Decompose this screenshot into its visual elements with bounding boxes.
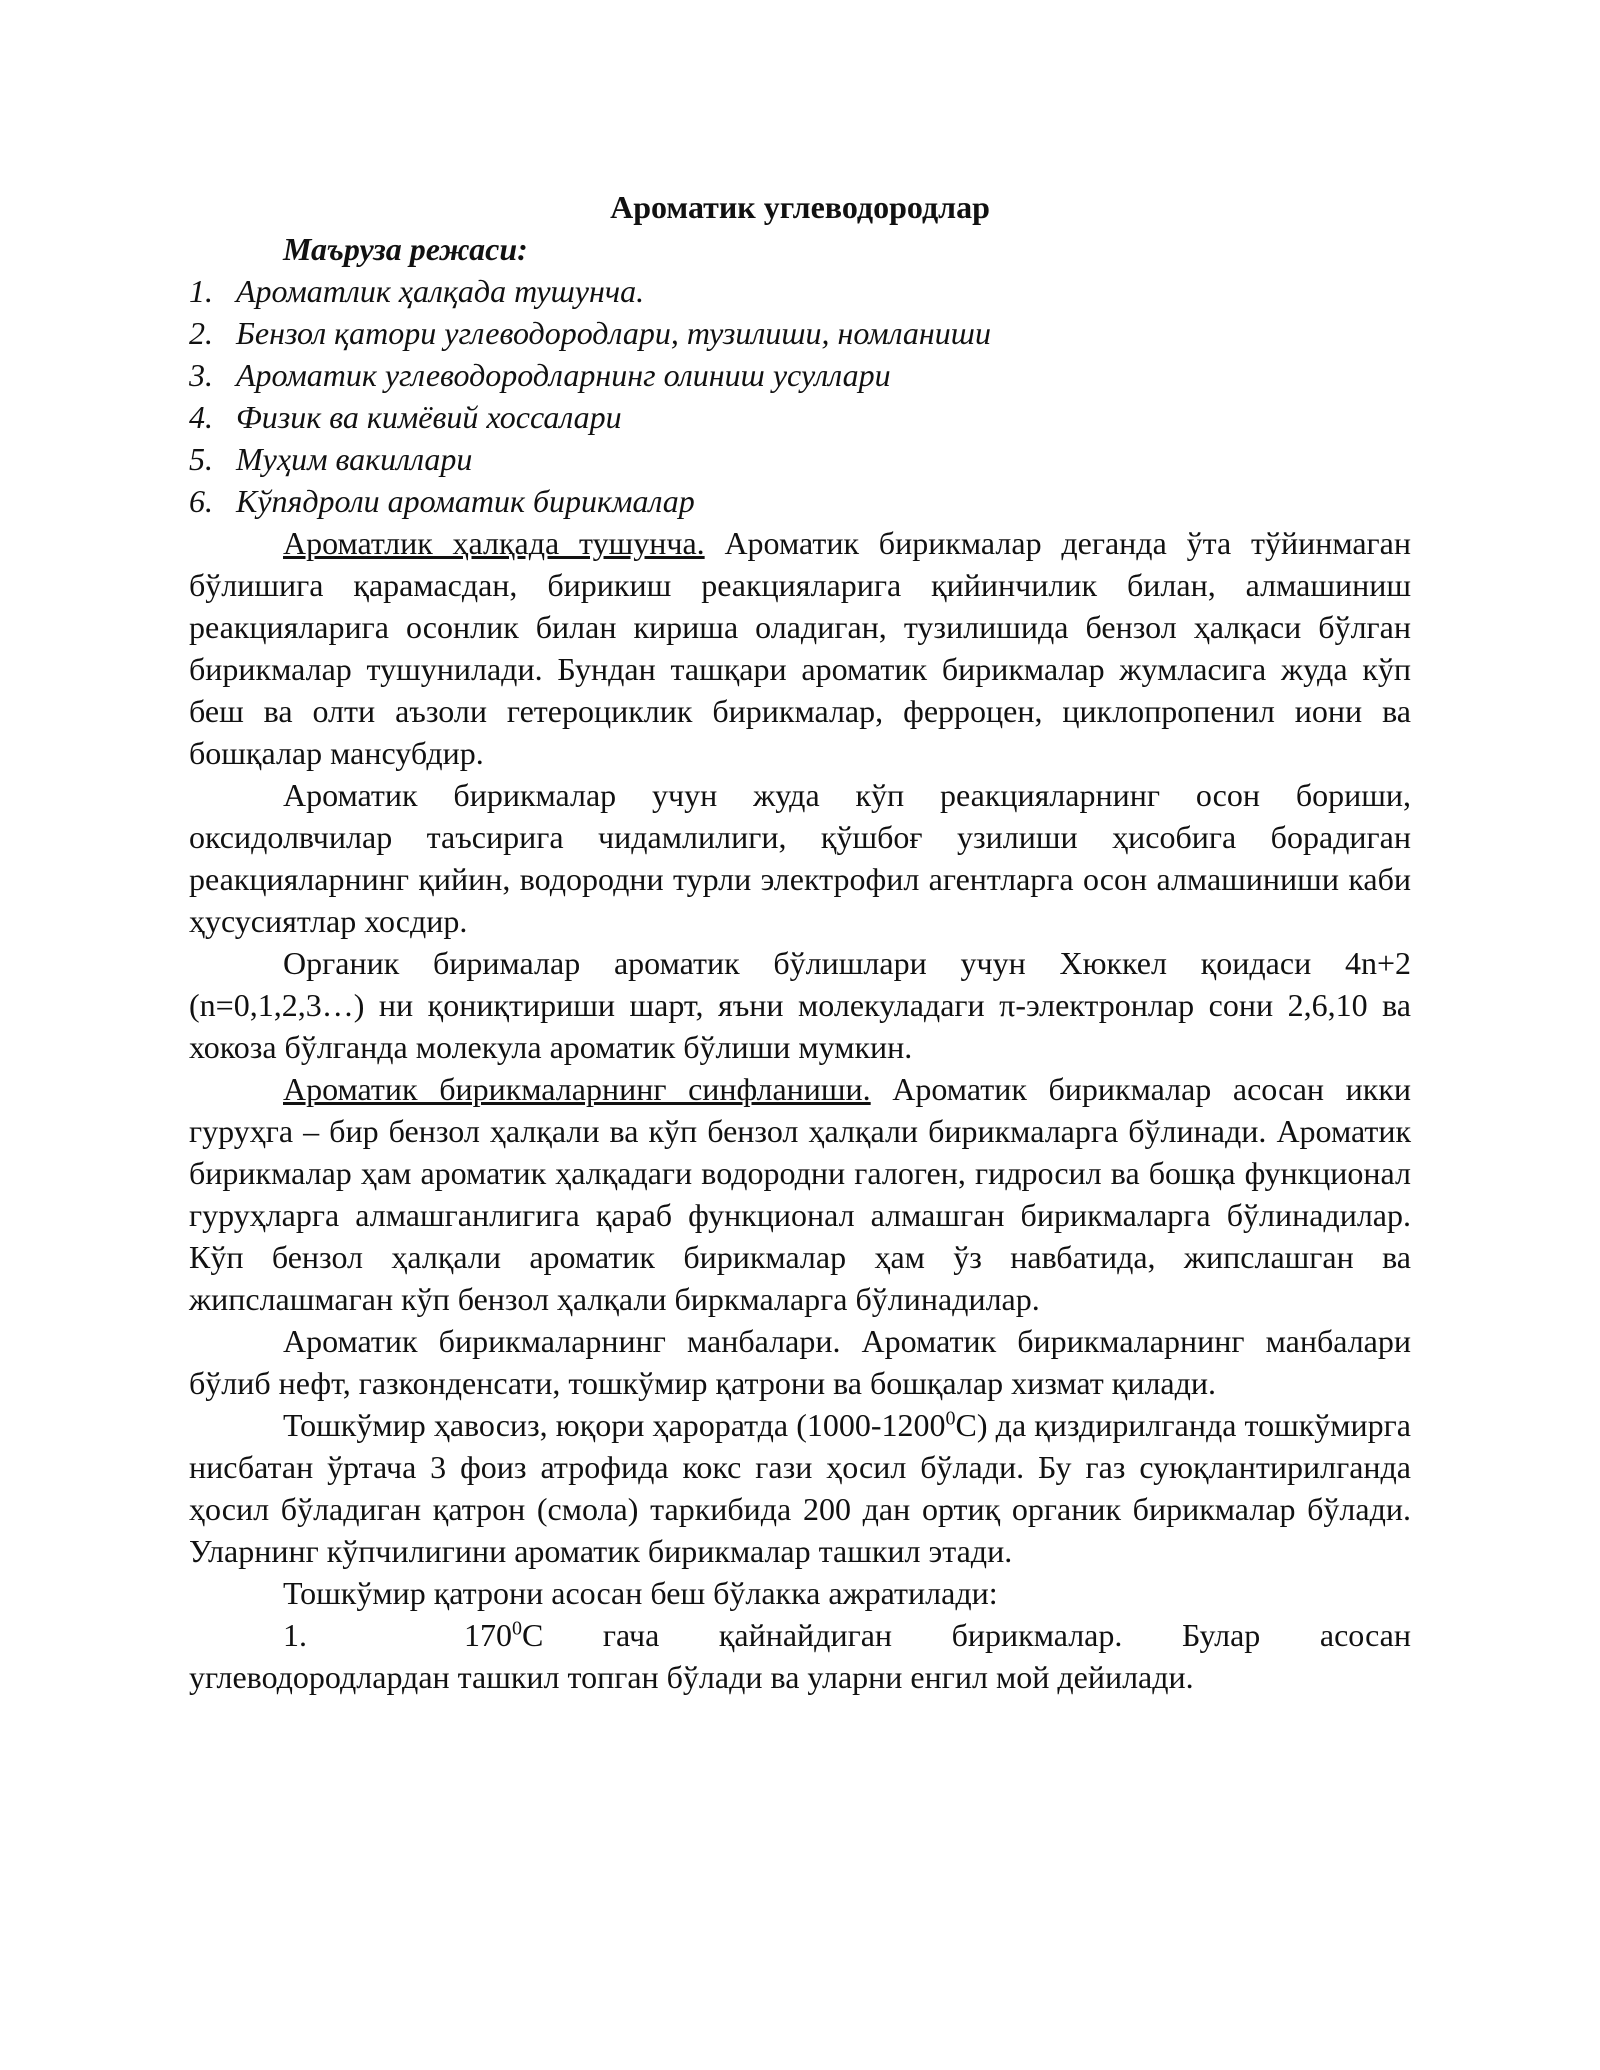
paragraph-fraction-1: 1. $170^0С$ гача қайнайдиган бирикмалар. Булар асосан углеводородлардан ташкил топган бўлади ва уларни енгил мой дейилади.: [189, 1617, 1411, 1695]
list-item: 5. Муҳим вакиллари: [189, 441, 473, 477]
paragraph-sources: Ароматик бирикмаларнинг манбалари. Ароматик бирикмаларнинг манбалари бўлиб нефт, газконденсати, тошкўмир қатрони ва бошқалар хизмат қилади.: [189, 1323, 1411, 1401]
list-item: 4. Физик ва кимёвий хоссалари: [189, 399, 622, 435]
list-item: 1. Ароматлик ҳалқада тушунча.: [189, 273, 645, 309]
section-heading-classification: Ароматик бирикмаларнинг синфланиши.: [283, 1071, 871, 1107]
paragraph-classification: Ароматик бирикмаларнинг синфланиши. Ароматик бирикмалар асосан икки гуруҳга – бир бензол ҳалқали ва кўп бензол ҳалқали бирикмаларга бўлинади. Ароматик бирикмалар ҳам ароматик ҳалқадаги водородни галоген, гидросил ва бошқа функционал гуруҳларга алмашганлигига қараб функционал алмашган бирикмаларга бўлинадилар. Кўп бензол ҳалқали ароматик бирикмалар ҳам ўз навбатида, жипслашган ва жипслашмаган кўп бензол ҳалқали биркмаларга бўлинадилар.: [189, 1071, 1411, 1317]
paragraph-huckel-rule: Органик бирималар ароматик бўлишлари учун Хюккел қоидаси 4n+2 (n=0,1,2,3…) ни қониқтириши шарт, яъни молекуладаги π-электронлар сони 2,6,10 ва хокоза бўлганда молекула ароматик бўлиши мумкин.: [189, 945, 1411, 1065]
list-item: 2. Бензол қатори углеводородлари, тузилиши, номланиши: [189, 315, 991, 351]
paragraph-properties: Ароматик бирикмалар учун жуда кўп реакцияларнинг осон бориши, оксидолвчилар таъсирига чидамлилиги, қўшбоғ узилиши ҳисобига борадиган реакцияларнинг қийин, водородни турли электрофил агентларга осон алмашиниши каби ҳусусиятлар хосдир.: [189, 777, 1411, 939]
document-page: [189, 186, 1411, 1698]
document-title: Ароматик углеводородлар: [610, 189, 990, 225]
list-item: 6. Кўпядроли ароматик бирикмалар: [189, 483, 695, 519]
paragraph-fractions-intro: Тошкўмир қатрони асосан беш бўлакка ажратилади:: [283, 1575, 998, 1611]
lecture-plan-list: [189, 270, 1411, 522]
paragraph-aromaticity: Ароматлик ҳалқада тушунча. Ароматик бирикмалар деганда ўта тўйинмаган бўлишига қарамасдан, бирикиш реакцияларига қийинчилик билан, алмашиниш реакцияларига осонлик билан кириша оладиган, тузилишида бензол ҳалқаси бўлган бирикмалар тушунилади. Бундан ташқари ароматик бирикмалар жумласига жуда кўп беш ва олти аъзоли гетероциклик бирикмалар, ферроцен, циклопропенил иони ва бошқалар мансубдир.: [189, 525, 1411, 771]
list-item: 3. Ароматик углеводородларнинг олиниш усуллари: [189, 357, 891, 393]
lecture-plan-heading: Маъруза режаси:: [283, 231, 528, 267]
section-heading-aromaticity: Ароматлик ҳалқада тушунча.: [283, 525, 705, 561]
paragraph-coal-tar: Тошкўмир ҳавосиз, юқори ҳароратда (1000-1200$^0$С) да қиздирилганда тошкўмирга нисбатан ўртача 3 фоиз атрофида кокс гази ҳосил бўлади. Бу газ суюқлантирилганда ҳосил бўладиган қатрон (смола) таркибида 200 дан ортиқ органик бирикмалар бўлади. Уларнинг кўпчилигини ароматик бирикмалар ташкил этади.: [189, 1407, 1412, 1569]
